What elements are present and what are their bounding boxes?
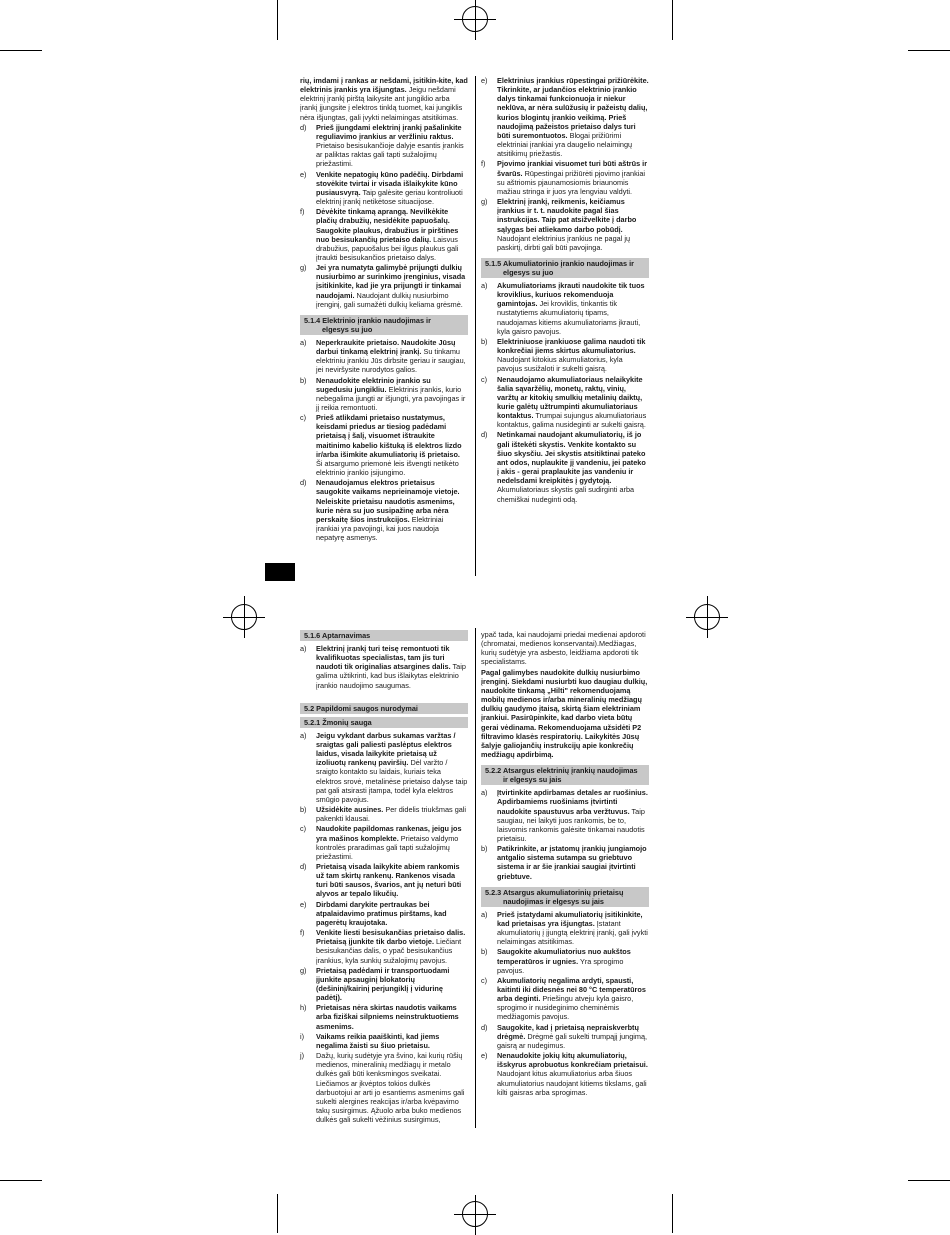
list-item-bold-text: Prietaisą padėdami ir transportuodami įjunkite apsauginį blokatorių (dešininį/kairinį perjungiklį į vidurinę padėtį). [316,965,450,1003]
list-item [300,338,468,375]
list-item-bold-text: Prieš įstatydami akumuliatorių įsitikinkite, kad prietaisas yra išjungtas. [497,909,643,928]
list-item [300,966,468,1003]
list-item-label: h) [300,1003,307,1013]
registration-mark-left [231,604,257,630]
list-item-text: Jei kroviklis, tinkantis tik nustatytiems akumuliatorių tipams, naudojamas kitiems akumuliatoriams įkrauti, kyla gaisro pavojus. [497,299,641,336]
list-item-bold-text: Pjovimo įrankiai visuomet turi būti aštrūs ir švarūs. [497,159,648,178]
list-item-label: c) [300,824,307,834]
column-top-right [481,76,649,505]
list-item-label: b) [481,844,488,854]
list-item [481,788,649,843]
list-item-label: c) [481,374,488,384]
list-item [300,644,468,690]
list-item-label: a) [481,909,488,919]
section-heading-line: 5.2 Papildomi saugos nurodymai [304,703,418,713]
paragraph-continuation [481,668,649,760]
list-item-label: a) [300,730,307,740]
section-heading [300,315,468,335]
list-item-label: e) [300,899,307,909]
list-item [300,478,468,542]
list-item-text: Taip saugiau, nei laikyti juos rankomis, be to, laisvomis rankomis galėsite tinkamai naudotis prietaisu. [497,806,645,843]
list-item-bold-text: Nenaudokite elektrinio įrankio su sugedusiu jungikliu. [316,375,431,394]
list-item-label: a) [300,337,307,347]
section-heading-line: ir elgesys su jais [503,775,562,785]
section-heading-line: 5.1.5 Akumuliatorinio įrankio naudojimas ir [485,258,634,268]
section-heading [300,717,468,728]
list-item-bold-text: Jei yra numatyta galimybė prijungti dulkių nusiurbimo ar surinkimo įrenginius, visada įsitikinkite, kad jie yra prijungti ir tinkamai naudojami. [316,263,466,300]
spacer [300,691,468,697]
list-item-text: Rūpestingai prižiūrėti pjovimo įrankiai su aštriomis pjaunamosiomis briaunomis mažiau stringa ir juos yra lengviau valdyti. [497,168,646,196]
list-item [481,947,649,974]
list-item-bold-text: Prietaisas nėra skirtas naudotis vaikams arba fiziškai silpniems neinstruktuotiems asmenims. [316,1003,459,1031]
list-item [300,928,468,965]
list-item-text: Ši atsargumo priemonė leis išvengti netikėto elektrinio įrankio įsijungimo. [316,458,459,478]
list-item [481,281,649,336]
list-item-bold-text: Vaikams reikia paaiškinti, kad jiems negalima žaisti su šiuo prietaisu. [316,1031,440,1050]
list-item [300,731,468,804]
section-heading [481,887,649,907]
list-item [300,805,468,823]
list-item [481,430,649,503]
list-item-label: f) [300,928,305,938]
paragraph-continuation [300,76,468,122]
list-item [300,207,468,262]
list-item-text: Yra sprogimo pavojus. [497,956,624,975]
section-heading [481,258,649,278]
list-item-text: Per didelis triukšmas gali pakenkti klausai. [316,805,467,824]
list-item [481,76,649,158]
list-item-label: d) [300,861,307,871]
section-heading-line: 5.1.6 Aptarnavimas [304,631,371,640]
list-item-bold-text: Venkite nepatogių kūno padėčių. Dirbdami stovėkite tvirtai ir visada išlaikykite kūno pusiausvyrą. [316,169,464,197]
list-item-text: Naudojant kitokius akumuliatorius, kyla pavojus susižaloti ir sukelti gaisrą. [497,355,623,374]
column-divider-bottom [475,628,476,1128]
list-item [300,123,468,169]
list-item-label: f) [481,159,486,169]
registration-mark-right [694,604,720,630]
section-heading-line: 5.2.3 Atsargus akumuliatorinių prietaisų [485,887,624,897]
list-item-label: e) [481,1051,488,1061]
list-item-label: b) [300,805,307,815]
list-item-label: c) [481,975,488,985]
list-item-label: j) [300,1051,305,1061]
list-item-text: ypač tada, kai naudojami priedai medienai apdoroti (chromatai, medienos konservantai).Medžiagas, kurių sudėtyje yra asbesto, leidžiama apdoroti tik specialistams. [481,630,646,667]
list-item [300,376,468,413]
list-item-text: Dėl varžto / sraigto kontakto su laidais, kuriais teka elektros srovė, metalinėse prietaiso dalyse taip pat gali atsirasti įtampa, todėl kyla elektros smūgio pavojus. [316,758,468,804]
column-top-left [300,76,468,543]
list-item-bold-text: Akumuliatorių negalima ardyti, spausti, kaitinti iki didesnės nei 80 °C temperatūros arba deginti. [497,975,646,1004]
list-item-label: g) [300,263,307,273]
list-item-text: Įstatant akumuliatorių į įjungtą elektrinį įrankį, gali įvykti nelaimingas atsitikimas. [497,918,648,947]
list-item-label: e) [481,76,488,85]
list-item-bold-text: Nenaudojamo akumuliatoriaus nelaikykite šalia sąvaržėlių, monetų, raktų, vinių, varžtų ar kitokių smulkių metalinių daiktų, kurie galėtų užtrumpinti akumuliatoriaus kontaktus. [497,374,643,421]
list-item-label: d) [481,1022,488,1032]
list-item [481,337,649,374]
list-item-text: Naudojant dulkių nusiurbimo įrenginį, gali sumažėti dulkių keliama grėsmė. [316,290,463,309]
list-item-label: b) [481,947,488,957]
list-item [300,263,468,309]
list-item-bold-text: rių, imdami į rankas ar nešdami, įsitikin-kite, kad elektrinis įrankis yra išjungtas. [300,76,468,95]
list-item-text: Trumpai sujungus akumuliatoriaus kontaktus, galima nusideginti ar sukelti gaisrą. [497,411,647,430]
list-item-bold-text: Elektrinius įrankius rūpestingai prižiūrėkite. Tikrinkite, ar judančios elektrinio įrankio dalys tinkamai funkcionuoja ir niekur neklūva, ar nėra sulūžusių ir pažeistų dalių, kurios blogintų įrankio veikimą. Prieš naudojimą pažeistos prietaiso dalys turi būti suremontuotos. [497,76,649,140]
list-item-bold-text: Elektrinį įrankį turi teisę remontuoti tik kvalifikuotas specialistas, tam jis turi naudoti tik originalias atsargines dalis. [316,644,451,672]
list-item-label: g) [300,965,307,975]
list-item [481,197,649,252]
list-item-bold-text: Neperkraukite prietaiso. Naudokite Jūsų darbui tinkamą elektrinį įrankį. [316,337,456,357]
list-item [300,1032,468,1050]
section-heading-line: 5.2.2 Atsargus elektrinių įrankių naudojimas [485,766,638,776]
list-item-text: Dažų, kurių sudėtyje yra švino, kai kurių rūšių medienos, mineralinių medžiagų ir metalo dulkės gali būti kenksmingos sveikatai. Liečiamos ar įkvėptos tokios dulkės darbuotojui ar arti jo esantiems asmenims gali sukelti alergines reakcijas ir/arba kvėpavimo takų susirgimus. Ąžuolo arba buko medienos dulkės gali sukelti vėžinius susirgimus, [316,1051,465,1125]
list-item-text: Elektrinis įrankis, kurio nebegalima įjungti ar išjungti, yra pavojingas ir jį reikia remontuoti. [316,384,466,412]
list-item-label: a) [300,644,307,653]
list-item-bold-text: Venkite liesti besisukančias prietaiso dalis. Prietaisą įjunkite tik darbo vietoje. [316,928,466,947]
column-bottom-right [481,630,649,1098]
list-item-bold-text: Dėvėkite tinkamą aprangą. Nevilkėkite plačių drabužių, nesidėkite papuošalų. Saugokite plaukus, drabužius ir pirštines nuo besisukančių prietaiso dalių. [316,207,459,244]
section-heading-line: 5.2.1 Žmonių sauga [304,717,372,727]
list-item-bold-text: Užsidėkite ausines. [316,805,384,815]
list-item [481,1023,649,1050]
list-item [300,1003,468,1030]
list-item [300,170,468,207]
list-item-bold-text: Pagal galimybes naudokite dulkių nusiurbimo įrenginį. Siekdami nusiurbti kuo daugiau dulkių, naudokite tinkamą „Hilti" rekomenduojamą mobilų medienos ir/arba mineralinių medžiagų dulkių gaudymo įtaisą, skirtą šiam elektriniam įrankiui. Pasirūpinkite, kad darbo vieta būtų gerai vėdinama. Rekomenduojama užsidėti P2 filtravimo klasės respiratorių. Laikykitės Jūsų šalyje galiojančių instrukcijų apie konkrečių medžiagų apdirbimą. [481,667,648,760]
list-item-text: Drėgmė gali sukelti trumpąjį jungimą, gaisrą ar nudegimus. [497,1031,648,1050]
list-item-bold-text: Įtvirtinkite apdirbamas detales ar ruošinius. Apdirbamiems ruošiniams įtvirtinti naudokite spaustuvus arba veržtuvus. [497,788,648,816]
section-heading-line: elgesys su juo [503,267,554,277]
list-item-text: Laisvus drabužius, papuošalus bei ilgus plaukus gali įtraukti besisukančios prietaiso dalys. [316,234,459,262]
list-item-text: Blogai prižiūrimi elektriniai įrankiai yra daugelio nelaimingų atsitikimų priežastis. [497,130,633,159]
section-heading [481,765,649,785]
list-item-bold-text: Patikrinkite, ar įstatomų įrankių jungiamojo antgalio sistema sutampa su griebtuvo sistema ir ar šie įrankiai saugiai įtvirtinti griebtuve. [497,844,647,881]
list-item-bold-text: Netinkamai naudojant akumuliatorių, iš jo gali ištekėti skystis. Venkite kontakto su šiuo skysčiu. Jei skystis atsitiktinai pateko ant odos, nuplaukite jį vandeniu, jei pateko į akis - gerai praplaukite jas vandeniu ir nedelsdami kreipkitės į gydytoją. [497,430,646,486]
list-item [481,910,649,947]
list-item-text: Jeigu nešdami elektrinį įrankį pirštą laikysite ant jungiklio arba įrankį įjungsite į elektros tinklą tuomet, kai jungiklis nėra išjungtas, gali įvykti nelaimingas atsitikimas. [300,85,463,122]
list-item-bold-text: Saugokite akumuliatorius nuo aukštos temperatūros ir ugnies. [497,947,631,966]
list-item [300,824,468,861]
list-item-text: Taip galėsite geriau kontroliuoti elektrinį įrankį netikėtose situacijose. [316,187,463,207]
list-item-text: Su tinkamu elektriniu įrankiu Jūs dirbsite geriau ir saugiau, jei neviršysite nurodytos galios. [316,347,466,375]
list-item-label: c) [300,413,307,423]
list-item-bold-text: Akumuliatoriams įkrauti naudokite tik tuos kroviklius, kuriuos rekomenduoja gamintojas. [497,280,645,309]
list-item [300,900,468,927]
list-item-bold-text: Prieš įjungdami elektrinį įrankį pašalinkite reguliavimo įrankius ar veržliniu raktus. [316,122,462,141]
language-tab-marker [265,563,295,581]
list-item-text: Prietaiso valdymo kontrolės praradimas gali tapti sužalojimų priežastimi. [316,833,459,861]
list-item-label: b) [481,336,488,346]
list-item [300,413,468,477]
list-item-text: Liečiant besisukančias dalis, o ypač besisukančius įrankius, kyla sunkių sužalojimų pavojus. [316,937,462,965]
list-item-label: g) [481,197,488,207]
list-item [300,1051,468,1124]
list-item-text: Elektriniai įrankiai yra pavojingi, kai juos naudoja nepatyrę asmenys. [316,514,444,543]
list-item-bold-text: Saugokite, kad į prietaisą nepraiskverbtų drėgmė. [497,1022,639,1041]
list-item-bold-text: Prieš atlikdami prietaiso nustatymus, keisdami priedus ar tiesiog padėdami prietaisą į šalį, visuomet ištraukite maitinimo kabelio kištuką iš elektros lizdo ir/arba išimkite akumuliatorių iš prietaiso. [316,413,462,459]
list-item-text: Akumuliatoriaus skystis gali sudirginti arba chemiškai nudeginti odą. [497,485,635,504]
list-item-text: Naudojant kitus akumuliatorius arba šiuos akumuliatorius naudojant kitiems tikslams, gali kilti gaisras arba sprogimas. [497,1069,647,1097]
list-item-bold-text: Jeigu vykdant darbus sukamas varžtas / sraigtas gali paliesti paslėptus elektros laidus, visada laikykite prietaisą už izoliuotų rankenų paviršių. [316,730,456,768]
section-heading-line: naudojimas ir elgesys su jais [503,896,604,906]
list-item-text: Taip galima užtikrinti, kad bus išlaikytas elektrinio įrankio naudojimo saugumas. [316,662,466,690]
list-item-text: Priešingu atveju kyla gaisro, sprogimo ir nusideginimo cheminėmis medžiagomis pavojus. [497,994,634,1022]
paragraph-continuation [481,630,649,667]
list-item-bold-text: Naudokite papildomas rankenas, jeigu jos yra mašinos komplekte. [316,824,462,843]
registration-mark-top [462,6,488,32]
list-item-bold-text: Prietaisą visada laikykite abiem rankomis už tam skirtų rankenų. Rankenos visada turi būti sausos, švarios, ant jų neturi būti alyvos ar tepalo likučių. [316,861,462,899]
section-heading-line: elgesys su juo [322,324,373,334]
column-bottom-left [300,630,468,1125]
list-item-label: b) [300,375,307,385]
list-item-label: a) [481,280,488,290]
list-item-bold-text: Dirbdami darykite pertraukas bei atpalaidavimo pratimus pirštams, kad pagerėtų kraujotaka. [316,899,447,927]
column-divider-top [475,76,476,576]
list-item-bold-text: Nenaudojamus elektros prietaisus saugokite vaikams neprieinamoje vietoje. Neleiskite prietaisu naudotis asmenims, kurie nėra su juo susipažinę arba nėra perskaitę šios instrukcijos. [316,478,460,524]
list-item-label: f) [300,207,305,217]
list-item [481,844,649,881]
list-item-label: d) [300,122,307,132]
section-heading [300,703,468,714]
list-item [481,1051,649,1097]
list-item [481,976,649,1022]
section-heading-line: 5.1.4 Elektrinio įrankio naudojimas ir [304,315,431,325]
list-item-label: e) [300,169,307,179]
list-item-text: Naudojant elektrinius įrankius ne pagal jų paskirtį, dirbti gali būti pavojinga. [497,233,631,252]
list-item-text: Prietaiso besisukančioje dalyje esantis įrankis ar paliktas raktas gali tapti sužalojimų priežastimi. [316,141,464,169]
list-item [300,862,468,899]
registration-mark-bottom [462,1201,488,1227]
list-item-bold-text: Elektrinį įrankį, reikmenis, keičiamus įrankius ir t. t. naudokite pagal šias instrukcijas. Taip pat atsižvelkite į darbo sąlygas bei atliekamo darbo pobūdį. [497,197,637,234]
list-item [481,375,649,430]
list-item-label: d) [481,430,488,440]
list-item-bold-text: Elektriniuose įrankiuose galima naudoti tik konkrečiai jiems skirtus akumuliatorius. [497,336,646,356]
list-item [481,159,649,196]
list-item-label: i) [300,1031,305,1041]
section-heading [300,630,468,641]
list-item-label: d) [300,478,307,488]
list-item-label: a) [481,788,488,798]
list-item-bold-text: Nenaudokite jokių kitų akumuliatorių, išskyrus aprobuotus konkrečiam prietaisui. [497,1051,648,1070]
